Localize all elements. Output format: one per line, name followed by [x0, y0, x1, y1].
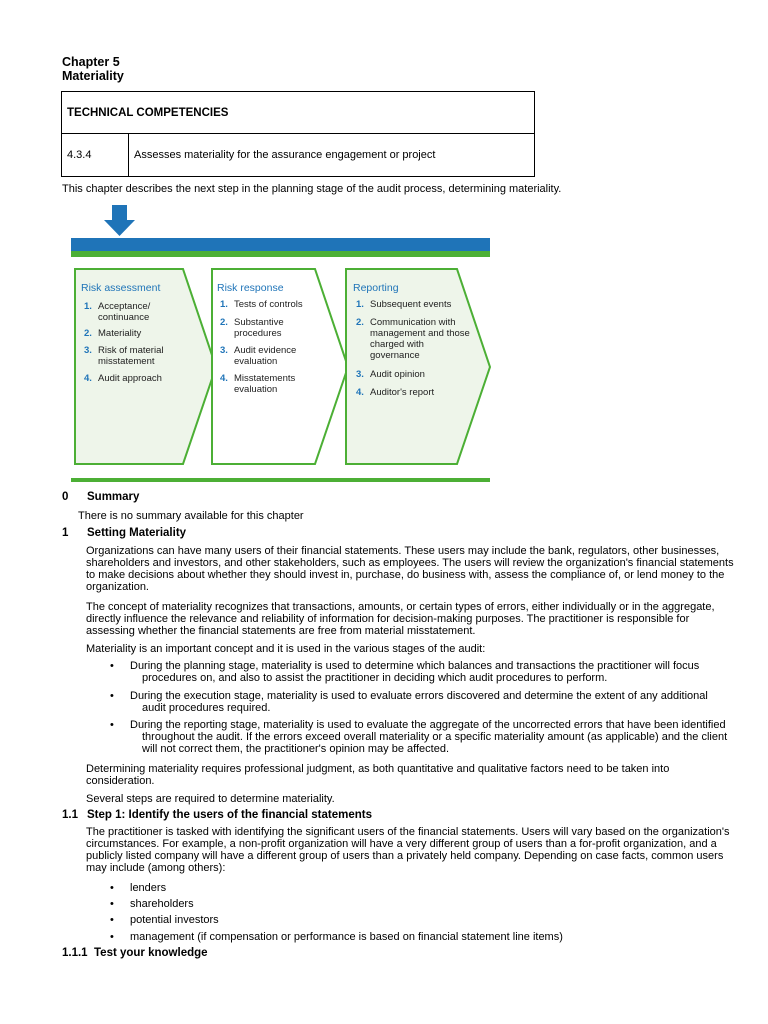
section-number: 1.1 — [62, 809, 78, 821]
table-row — [62, 134, 535, 177]
intro-text: This chapter describes the next step in the planning stage of the audit process, determining materiality. — [62, 183, 562, 195]
stage-item-text: Subsequent events — [370, 299, 452, 310]
stage-item-number: 3. — [356, 369, 364, 380]
summary-section — [62, 491, 139, 504]
list-item: • management (if compensation or performance is based on financial statement line items) — [110, 931, 730, 943]
paragraph: The practitioner is tasked with identifying the significant users of the financial statements. Users will vary based on the organization's circumstances. For example, a non-profit organization will have a very different group of users than a for-profit organization, and a publicly listed company will have a different group of users than a privately held company. Depending on case facts, common users may include (among others): — [86, 826, 730, 874]
down-arrow-icon — [104, 205, 135, 236]
stage-item-text: procedures — [234, 328, 282, 339]
list-item: • lenders — [110, 882, 730, 894]
stage-item-number: 1. — [220, 299, 228, 310]
section-number: 1 — [62, 527, 69, 539]
paragraph: The concept of materiality recognizes that transactions, amounts, or certain types of errors, either individually or in the aggregate, directly influence the relevance and reliability of information for decision-making purposes. The practitioner is responsible for assessing whether the financial statements are free from material misstatement. — [86, 601, 715, 637]
blue-bar — [71, 238, 490, 251]
list-item: • During the reporting stage, materiality is used to evaluate the aggregate of the uncorrected errors that have been identified throughout the audit. If the errors exceed overall materiality or a specific materiality amount (as applicable) and the client will not correct them, the practitioner's opinion may be affected. — [110, 719, 730, 755]
list-item: • During the planning stage, materiality is used to determine which balances and transactions the practitioner will focus procedures on, and also to assist the practitioner in deciding which audit procedures to perform. — [110, 660, 730, 684]
chapter-label: Chapter 5 — [62, 55, 120, 69]
stage-item-text: Tests of controls — [234, 299, 303, 310]
list-item: • shareholders — [110, 898, 730, 910]
bottom-green-bar — [71, 478, 490, 482]
section-title: Summary — [87, 491, 140, 503]
chapter-title: Materiality — [62, 69, 124, 83]
stage-title: Reporting — [353, 282, 399, 294]
stage-item-text: Materiality — [98, 328, 142, 339]
stage-item-text: Misstatements — [234, 373, 296, 384]
stage-item-text: Audit evidence — [234, 345, 297, 356]
audit-process-diagram — [65, 203, 491, 483]
section-title: Step 1: Identify the users of the financial statements — [87, 809, 373, 821]
bullet-text: During the execution stage, materiality is used to evaluate errors discovered and determine the extent of any additional audit procedures required. — [130, 690, 708, 714]
stage-item-text: evaluation — [234, 384, 278, 395]
stage-item-text: Audit opinion — [370, 369, 425, 380]
stage-item-text: continuance — [98, 312, 150, 323]
bullet-text: shareholders — [130, 898, 194, 910]
bullet-text: During the planning stage, materiality is used to determine which balances and transactions the practitioner will focus procedures on, and also to assist the practitioner in deciding which audit procedures to perform. — [130, 660, 700, 684]
section-title: Setting Materiality — [87, 527, 187, 539]
competency-code: 4.3.4 — [62, 134, 129, 177]
list-item: • potential investors — [110, 914, 730, 926]
setting-heading — [62, 527, 186, 540]
competencies-header-row — [62, 92, 535, 134]
stage-item-number: 2. — [84, 328, 92, 339]
stage-item-text: Risk of material — [98, 345, 164, 356]
competencies-table — [61, 91, 535, 177]
stage-item-text: charged with — [370, 339, 424, 350]
paragraph: Materiality is an important concept and it is used in the various stages of the audit: — [86, 643, 486, 655]
green-bar — [71, 251, 490, 257]
stage-item-number: 3. — [220, 345, 228, 356]
stage-item-text: Substantive — [234, 317, 284, 328]
stage-item-number: 2. — [356, 317, 364, 328]
stage-item-number: 1. — [356, 299, 364, 310]
stage-item-text: management and those — [370, 328, 470, 339]
stage-item-text: misstatement — [98, 356, 155, 367]
stage-item-text: Acceptance/ — [98, 301, 151, 312]
stage-item-number: 4. — [220, 373, 228, 384]
stage-item-number: 3. — [84, 345, 92, 356]
stage-item-text: Communication with — [370, 317, 456, 328]
paragraph: Organizations can have many users of their financial statements. These users may include the bank, regulators, other businesses, shareholders and investors, and other stakeholders, such as employees. The users will review the organization's financial statements to make decisions about whether they should invest in, purchase, do business with, assess the compliance of, or lend money to the organization. — [86, 545, 734, 593]
paragraph: Determining materiality requires professional judgment, as both quantitative and qualitative factors need to be taken into consideration. — [86, 763, 670, 787]
stage-item-number: 2. — [220, 317, 228, 328]
bullet-text: management (if compensation or performance is based on financial statement line items) — [130, 931, 563, 943]
stage-item-text: Auditor's report — [370, 387, 435, 398]
step1-heading — [62, 809, 372, 822]
bullet-text: lenders — [130, 882, 167, 894]
list-item: • During the execution stage, materiality is used to evaluate errors discovered and determine the extent of any additional audit procedures required. — [110, 690, 730, 714]
stage-item-text: evaluation — [234, 356, 278, 367]
stage-title: Risk assessment — [81, 282, 161, 294]
stage-item-number: 4. — [84, 373, 92, 384]
stage-title: Risk response — [217, 282, 284, 294]
test-heading — [62, 947, 208, 960]
summary-text: There is no summary available for this chapter — [78, 510, 304, 522]
section-title: Test your knowledge — [94, 947, 208, 959]
section-number: 0 — [62, 491, 69, 503]
stage-item-number: 4. — [356, 387, 364, 398]
stage-item-number: 1. — [84, 301, 92, 312]
bullet-text: During the reporting stage, materiality is used to evaluate the aggregate of the uncorrected errors that have been identified throughout the audit. If the errors exceed overall materiality or a specific materiality amount (as applicable) and the client will not correct them, the practitioner's opinion may be affected. — [130, 719, 728, 755]
stage-item-text: governance — [370, 350, 420, 361]
stage-item-text: Audit approach — [98, 373, 162, 384]
chapter-heading — [62, 55, 124, 83]
competencies-header: TECHNICAL COMPETENCIES — [62, 92, 535, 134]
section-number: 1.1.1 — [62, 947, 88, 959]
paragraph: Several steps are required to determine materiality. — [86, 793, 335, 805]
competency-text: Assesses materiality for the assurance engagement or project — [129, 134, 535, 177]
bullet-text: potential investors — [130, 914, 219, 926]
